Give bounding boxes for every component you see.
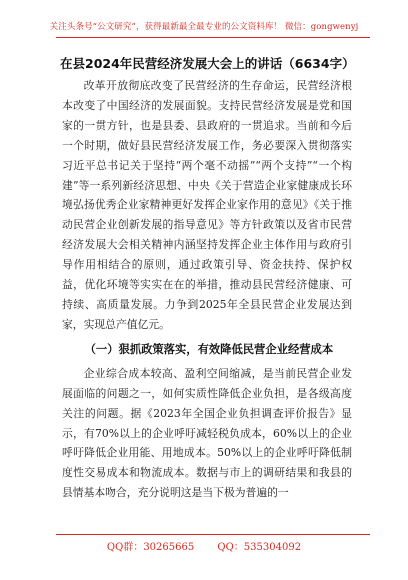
footer [0, 538, 408, 553]
header-divider [56, 37, 370, 38]
header-banner: 关注头条号“公文研究”，获得最新最全最专业的公文资料库！ 微信：gongwenyj [49, 22, 359, 32]
footer-qq: QQ：535304092 [217, 542, 302, 553]
section-heading: （一）狠抓政策落实，有效降低民营企业经营成本 [84, 342, 334, 356]
document-title: 在县2024年民营经济发展大会上的讲话（6634字） [60, 56, 355, 71]
body-paragraph: 改革开放彻底改变了民营经济的生存命运，民营经济根本改变了中国经济的发展面貌。支持民营经济发展是党和国家的一贯方针，也是县委、县政府的一贯追求。当前和今后一个时期，做好县民营经济发展工作，务必要深入贯彻落实习近平总书记关于坚持“两个毫不动摇”“两个支持”“一个构建”等一系列新经济思想、中央《关于营造企业家健康成长环境弘扬优秀企业家精神更好发挥企业家作用的意见》《关于推动民营企业创新发展的指导意见》等方针政策以及省市民营经济发展大会相关精神内涵坚持发挥企业主体作用与政府引导作用相结合的原则，通过政策引导、资金扶持、保护权益，优化环境等实实在在的举措，推动县民营经济健康、可持续、高质量发展。力争到2025年全县民营企业发展达到家，实现总产值亿元。 [62, 79, 352, 331]
body-paragraph: 企业综合成本较高、盈利空间缩减，是当前民营企业发展面临的问题之一，如何实质性降低企业负担，是各级高度关注的问题。据《2023年全国企业负担调查评价报告》显示，有70%以上的企业呼吁减轻税负成本，60%以上的企业呼吁降低企业用能、用地成本。50%以上的企业呼吁降低制度性交易成本和物流成本。数据与市上的调研结果和我县的县情基本吻合，充分说明这是当下极为普遍的一 [62, 366, 352, 500]
footer-divider [56, 534, 370, 535]
footer-qq-group: QQ群：30265665 [106, 542, 195, 553]
document-body [62, 76, 352, 503]
